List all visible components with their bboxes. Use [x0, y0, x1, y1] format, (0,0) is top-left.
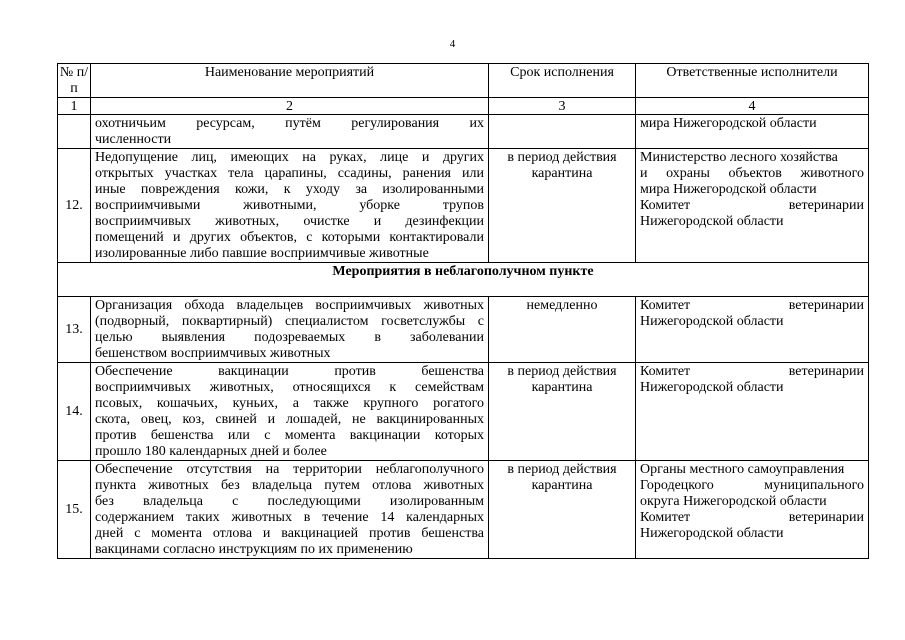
text-line: Организация обхода владельцев восприимчивых животных [95, 298, 484, 313]
table-row [58, 461, 869, 559]
row-number: 13. [58, 297, 91, 363]
measures-table [57, 63, 869, 559]
text-line: Комитет ветеринарии [640, 364, 864, 379]
text-line: изолированные либо павшие восприимчивые животные [95, 246, 429, 261]
text-line: открытых участках тела царапины, ссадины, ранения или [95, 166, 484, 181]
text-line: Министерство лесного хозяйства [640, 150, 838, 165]
header-deadline: Срок исполнения [489, 64, 636, 98]
text-line: против бешенства или с момента вакцинации которых [95, 428, 484, 443]
responsible [636, 149, 869, 263]
text-line: округа Нижегородской области [640, 494, 827, 509]
measure-name [91, 461, 489, 559]
text-line: содержанием таких животных в течение 14 календарных [95, 510, 484, 525]
row-number: 15. [58, 461, 91, 559]
header-name: Наименование мероприятий [91, 64, 489, 98]
row-number: 12. [58, 149, 91, 263]
measure-name [91, 363, 489, 461]
deadline [489, 297, 636, 363]
deadline [489, 115, 636, 149]
text-line: карантина [531, 166, 593, 181]
header-responsible: Ответственные исполнители [636, 64, 869, 98]
text-line: Нижегородской области [640, 380, 784, 395]
text-line: помещений и других объектов, с которыми контактировали [95, 230, 484, 245]
table-row [58, 149, 869, 263]
section-title: Мероприятия в неблагополучном пункте [58, 263, 869, 297]
text-line: Комитет ветеринарии [640, 510, 864, 525]
measure-name [91, 149, 489, 263]
measure-name [91, 115, 489, 149]
deadline [489, 461, 636, 559]
text-line: мира Нижегородской области [640, 116, 817, 131]
text-line: Комитет ветеринарии [640, 298, 864, 313]
text-line: Комитет ветеринарии [640, 198, 864, 213]
text-line: Нижегородской области [640, 214, 784, 229]
deadline [489, 363, 636, 461]
responsible [636, 461, 869, 559]
column-index-row [58, 98, 869, 115]
text-line: и охраны объектов животного [640, 166, 864, 181]
text-line: пункта животных без владельца путем отлова животных [95, 478, 484, 493]
text-line: бешенством восприимчивых животных [95, 346, 331, 361]
text-line: в период действия [507, 364, 617, 379]
row-number [58, 115, 91, 149]
text-line: восприимчивых животных, очистке и дезинфекции [95, 214, 484, 229]
text-line: восприимчивых животных, относящихся к семействам [95, 380, 484, 395]
text-line: Городецкого муниципального [640, 478, 864, 493]
section-row [58, 263, 869, 297]
row-number: 14. [58, 363, 91, 461]
responsible [636, 115, 869, 149]
column-index: 1 [58, 98, 91, 115]
header-num: № п/п [58, 64, 91, 98]
table-header-row [58, 64, 869, 98]
text-line: без владельца с последующими изолированным [95, 494, 484, 509]
text-line: немедленно [526, 298, 598, 313]
table-row [58, 115, 869, 149]
deadline [489, 149, 636, 263]
responsible [636, 363, 869, 461]
text-line: вакцинами согласно инструкциям по их применению [95, 542, 413, 557]
column-index: 2 [91, 98, 489, 115]
text-line: в период действия [507, 462, 617, 477]
text-line: мира Нижегородской области [640, 182, 817, 197]
text-line: прошло 180 календарных дней и более [95, 444, 327, 459]
text-line: охотничьим ресурсам, путём регулирования их [95, 116, 484, 131]
column-index: 4 [636, 98, 869, 115]
text-line: карантина [531, 380, 593, 395]
text-line: дней с момента отлова и вакцинацией против бешенства [95, 526, 484, 541]
text-line: псовых, кошачьих, куньих, а также крупного рогатого [95, 396, 484, 411]
table-row [58, 297, 869, 363]
page-number: 4 [449, 38, 456, 50]
table-row [58, 363, 869, 461]
text-line: Недопущение лиц, имеющих на руках, лице и других [95, 150, 484, 165]
text-line: (подворный, поквартирный) специалистом госветслужбы с [95, 314, 484, 329]
text-line: Обеспечение отсутствия на территории неблагополучного [95, 462, 484, 477]
text-line: Органы местного самоуправления [640, 462, 845, 477]
text-line: Нижегородской области [640, 314, 784, 329]
text-line: иные повреждения кожи, к уходу за изолированными [95, 182, 484, 197]
column-index: 3 [489, 98, 636, 115]
text-line: Нижегородской области [640, 526, 784, 541]
responsible [636, 297, 869, 363]
measure-name [91, 297, 489, 363]
text-line: карантина [531, 478, 593, 493]
text-line: восприимчивыми животными, уборке трупов [95, 198, 484, 213]
text-line: скота, овец, коз, свиней и лошадей, не вакцинированных [95, 412, 484, 427]
text-line: Обеспечение вакцинации против бешенства [95, 364, 484, 379]
text-line: целью выявления подозреваемых в заболевании [95, 330, 484, 345]
text-line: численности [95, 132, 172, 147]
text-line: в период действия [507, 150, 617, 165]
